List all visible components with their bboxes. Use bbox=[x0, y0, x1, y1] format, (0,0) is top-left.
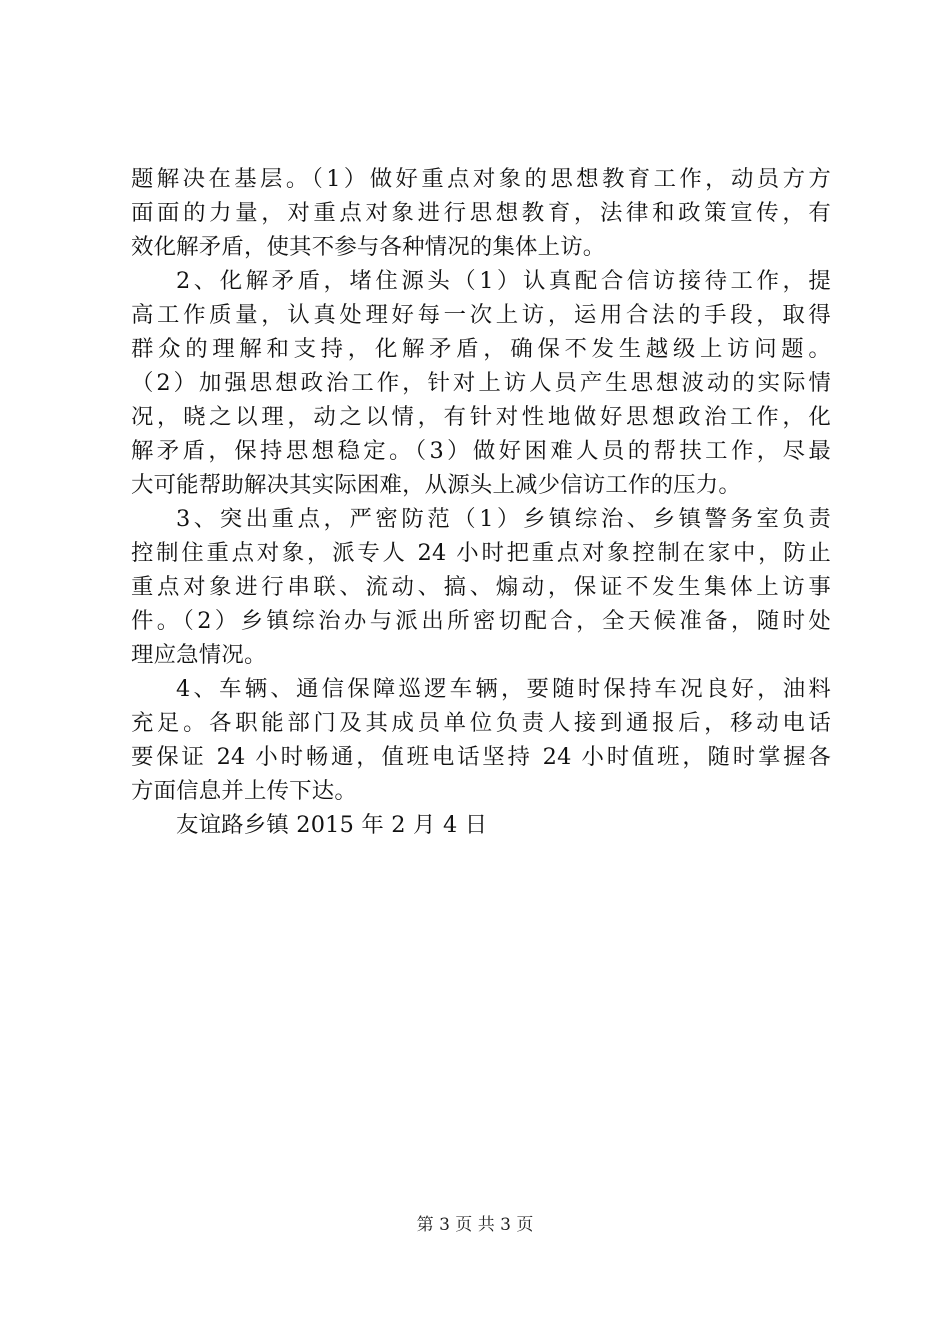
text-line: 方面信息并上传下达。 bbox=[131, 778, 357, 804]
text-line: 群众的理解和支持，化解矛盾，确保不发生越级上访问题。 bbox=[131, 336, 831, 362]
text-line: 况，晓之以理，动之以情，有针对性地做好思想政治工作，化 bbox=[131, 404, 831, 430]
text-line: 效化解矛盾，使其不参与各种情况的集体上访。 bbox=[131, 234, 606, 260]
signature-date-line: 友谊路乡镇 2015 年 2 月 4 日 bbox=[176, 812, 488, 838]
text-line: 理应急情况。 bbox=[131, 642, 267, 668]
text-line: 控制住重点对象，派专人 24 小时把重点对象控制在家中，防止 bbox=[131, 540, 831, 566]
text-line: 大可能帮助解决其实际困难，从源头上减少信访工作的压力。 bbox=[131, 472, 741, 498]
text-line: 面面的力量，对重点对象进行思想教育，法律和政策宣传，有 bbox=[131, 200, 831, 226]
text-line: 件。（2）乡镇综治办与派出所密切配合，全天候准备，随时处 bbox=[131, 608, 831, 634]
text-line: 充足。各职能部门及其成员单位负责人接到通报后，移动电话 bbox=[131, 710, 831, 736]
document-body bbox=[131, 162, 831, 842]
text-line: 题解决在基层。（1）做好重点对象的思想教育工作，动员方方 bbox=[131, 166, 831, 192]
text-line: 高工作质量，认真处理好每一次上访，运用合法的手段，取得 bbox=[131, 302, 831, 328]
text-line: 解矛盾，保持思想稳定。（3）做好困难人员的帮扶工作，尽最 bbox=[131, 438, 831, 464]
text-line: 重点对象进行串联、流动、搞、煽动，保证不发生集体上访事 bbox=[131, 574, 831, 600]
text-line: （2）加强思想政治工作，针对上访人员产生思想波动的实际情 bbox=[131, 370, 831, 396]
text-line: 要保证 24 小时畅通，值班电话坚持 24 小时值班，随时掌握各 bbox=[131, 744, 831, 770]
text-line: 4、车辆、通信保障巡逻车辆，要随时保持车况良好，油料 bbox=[176, 676, 831, 702]
text-line: 3、突出重点，严密防范（1）乡镇综治、乡镇警务室负责 bbox=[176, 506, 831, 532]
text-line: 2、化解矛盾，堵住源头（1）认真配合信访接待工作，提 bbox=[176, 268, 831, 294]
page-number-footer: 第 3 页 共 3 页 bbox=[416, 1215, 534, 1235]
